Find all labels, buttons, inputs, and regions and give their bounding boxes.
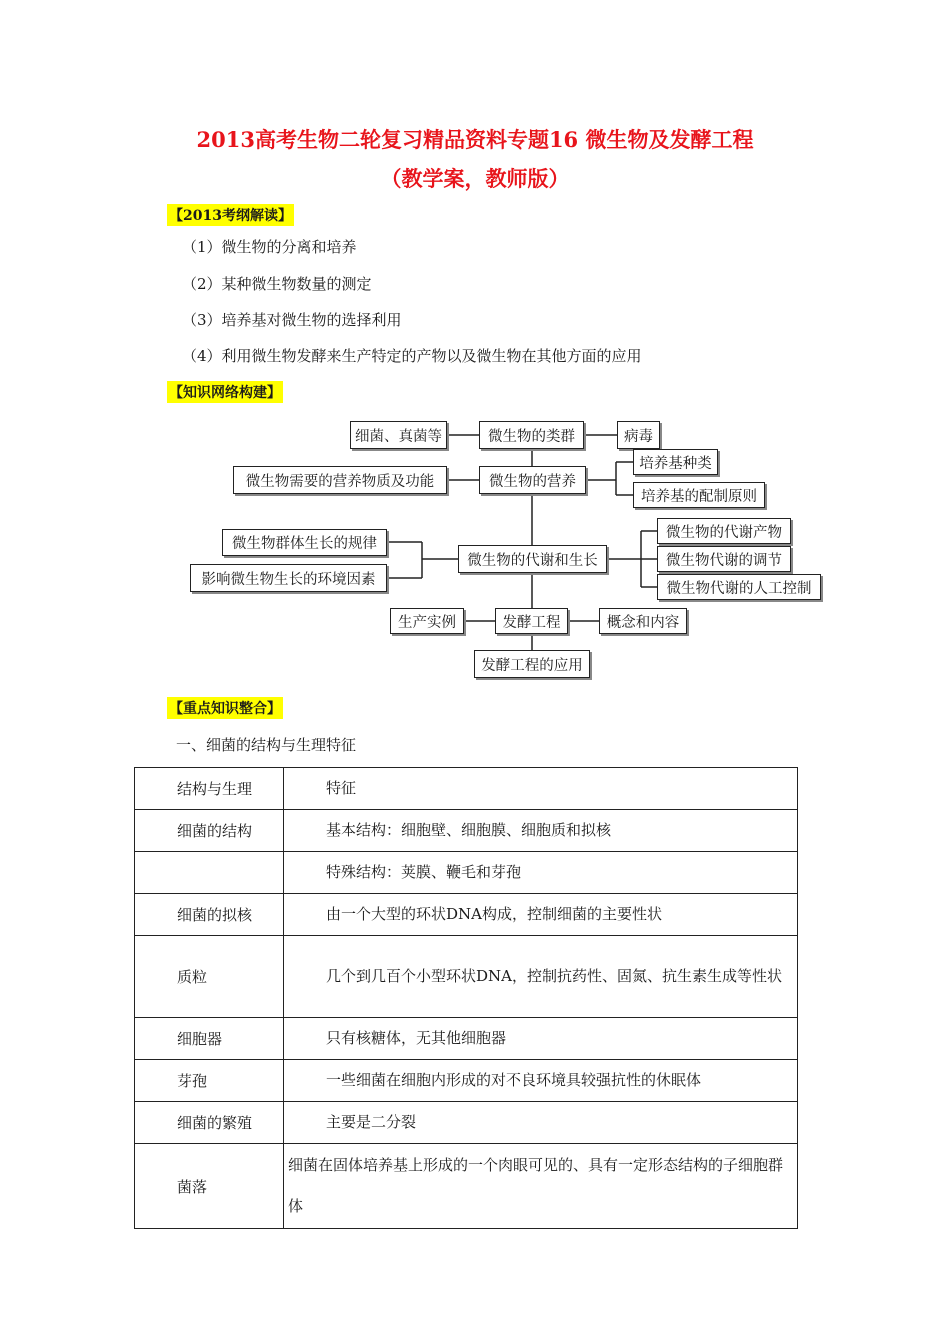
node-nutrient-substances: 微生物需要的营养物质及功能 (233, 466, 447, 494)
table-row (135, 1018, 798, 1060)
table-cell: 质粒 (135, 936, 284, 1018)
table-cell (135, 852, 284, 894)
table-header-cell: 特征 (284, 768, 798, 810)
syllabus-item: （4）利用微生物发酵来生产特定的产物以及微生物在其他方面的应用 (182, 347, 642, 365)
node-group-growth: 微生物群体生长的规律 (222, 529, 387, 556)
table-cell: 细菌的繁殖 (135, 1102, 284, 1144)
node-bacteria-fungi: 细菌、真菌等 (350, 421, 447, 449)
table-cell: 特殊结构：荚膜、鞭毛和芽孢 (284, 852, 798, 894)
table-cell: 由一个大型的环状DNA构成，控制细菌的主要性状 (284, 894, 798, 936)
table-cell: 基本结构：细胞壁、细胞膜、细胞质和拟核 (284, 810, 798, 852)
node-fermentation-app: 发酵工程的应用 (474, 650, 590, 678)
table-cell: 一些细菌在细胞内形成的对不良环境具较强抗性的休眠体 (284, 1060, 798, 1102)
table-cell: 只有核糖体，无其他细胞器 (284, 1018, 798, 1060)
document-subtitle: （教学案，教师版） (380, 166, 570, 191)
node-medium-types: 培养基种类 (633, 449, 718, 475)
syllabus-item: （3）培养基对微生物的选择利用 (182, 311, 402, 329)
node-microbe-types: 微生物的类群 (479, 421, 584, 449)
table-cell: 细胞器 (135, 1018, 284, 1060)
section-heading-knowledge-network: 【知识网络构建】 (167, 381, 283, 403)
table-cell: 细菌的结构 (135, 810, 284, 852)
node-env-factors: 影响微生物生长的环境因素 (190, 564, 387, 592)
section-heading-syllabus: 【2013考纲解读】 (167, 204, 294, 226)
table-cell: 芽孢 (135, 1060, 284, 1102)
table-header-cell: 结构与生理 (135, 768, 284, 810)
node-medium-principles: 培养基的配制原则 (633, 482, 765, 508)
syllabus-item: （1）微生物的分离和培养 (182, 238, 357, 256)
node-concept-content: 概念和内容 (599, 608, 687, 634)
bacteria-structure-table (134, 767, 798, 1229)
table-row (135, 894, 798, 936)
node-metabolic-control: 微生物代谢的人工控制 (657, 574, 821, 600)
document-title: 2013高考生物二轮复习精品资料专题16 微生物及发酵工程 (196, 127, 754, 152)
section-heading-key-knowledge: 【重点知识整合】 (167, 697, 283, 719)
table-header-row (135, 768, 798, 810)
node-virus: 病毒 (617, 421, 660, 449)
table-row (135, 810, 798, 852)
table-row (135, 936, 798, 1018)
table-cell: 细菌的拟核 (135, 894, 284, 936)
table-cell: 主要是二分裂 (284, 1102, 798, 1144)
node-fermentation: 发酵工程 (495, 608, 568, 634)
table-row (135, 1102, 798, 1144)
table-row (135, 1144, 798, 1229)
table-cell: 菌落 (135, 1144, 284, 1229)
syllabus-item: （2）某种微生物数量的测定 (182, 275, 372, 293)
table-cell: 细菌在固体培养基上形成的一个肉眼可见的、具有一定形态结构的子细胞群体 (284, 1144, 798, 1229)
table-cell: 几个到几百个小型环状DNA，控制抗药性、固氮、抗生素生成等性状 (284, 936, 798, 1018)
node-microbe-nutrition: 微生物的营养 (479, 466, 586, 494)
node-metabolic-regulation: 微生物代谢的调节 (657, 546, 791, 572)
node-production-examples: 生产实例 (390, 608, 464, 634)
node-metabolism-growth: 微生物的代谢和生长 (458, 545, 607, 573)
node-metabolic-products: 微生物的代谢产物 (657, 518, 791, 544)
subsection-heading: 一、细菌的结构与生理特征 (176, 736, 357, 754)
table-row (135, 1060, 798, 1102)
table-row (135, 852, 798, 894)
